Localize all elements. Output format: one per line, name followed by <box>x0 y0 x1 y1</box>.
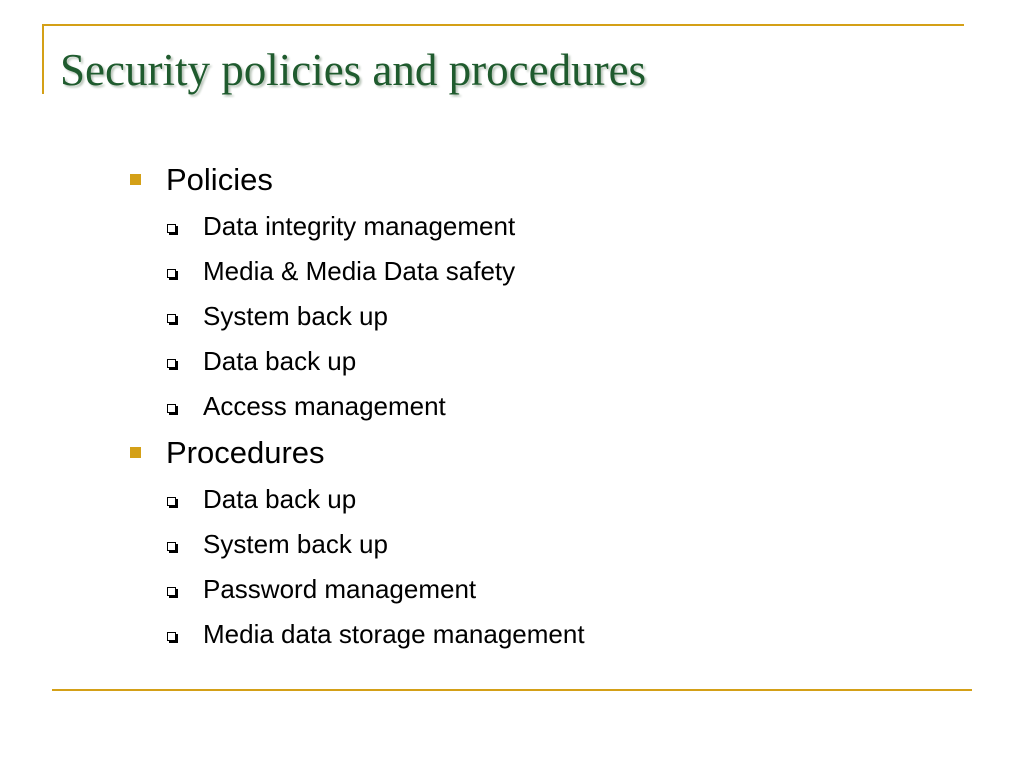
hollow-square-bullet-icon <box>167 404 176 413</box>
square-bullet-icon <box>130 174 141 185</box>
list-item-label: Data integrity management <box>203 211 516 241</box>
list-item <box>130 477 950 522</box>
list-item-label: Media & Media Data safety <box>203 256 516 286</box>
list-item <box>130 522 950 567</box>
list-item <box>130 294 950 339</box>
list-item-label: Data back up <box>203 346 357 376</box>
footer-line <box>52 689 972 691</box>
hollow-square-bullet-icon <box>167 587 176 596</box>
list-item <box>130 612 950 657</box>
frame-left-line <box>42 24 44 94</box>
list-item <box>130 567 950 612</box>
section-heading-policies <box>130 156 950 204</box>
hollow-square-bullet-icon <box>167 632 176 641</box>
hollow-square-bullet-icon <box>167 269 176 278</box>
hollow-square-bullet-icon <box>167 314 176 323</box>
section-heading-procedures <box>130 429 950 477</box>
hollow-square-bullet-icon <box>167 224 176 233</box>
list-item-label: Media data storage management <box>203 619 585 649</box>
list-item <box>130 204 950 249</box>
list-item-label: System back up <box>203 301 388 331</box>
list-item-label: Password management <box>203 574 477 604</box>
list-item-label: Access management <box>203 391 446 421</box>
frame-top-line <box>42 24 964 26</box>
list-item-label: System back up <box>203 529 388 559</box>
list-item-label: Data back up <box>203 484 357 514</box>
hollow-square-bullet-icon <box>167 497 176 506</box>
section-label: Policies <box>166 162 273 197</box>
square-bullet-icon <box>130 447 141 458</box>
bullet-content <box>130 156 950 657</box>
list-item <box>130 339 950 384</box>
slide-title: Security policies and procedures <box>60 45 647 95</box>
hollow-square-bullet-icon <box>167 542 176 551</box>
list-item <box>130 249 950 294</box>
hollow-square-bullet-icon <box>167 359 176 368</box>
section-label: Procedures <box>166 435 325 470</box>
list-item <box>130 384 950 429</box>
